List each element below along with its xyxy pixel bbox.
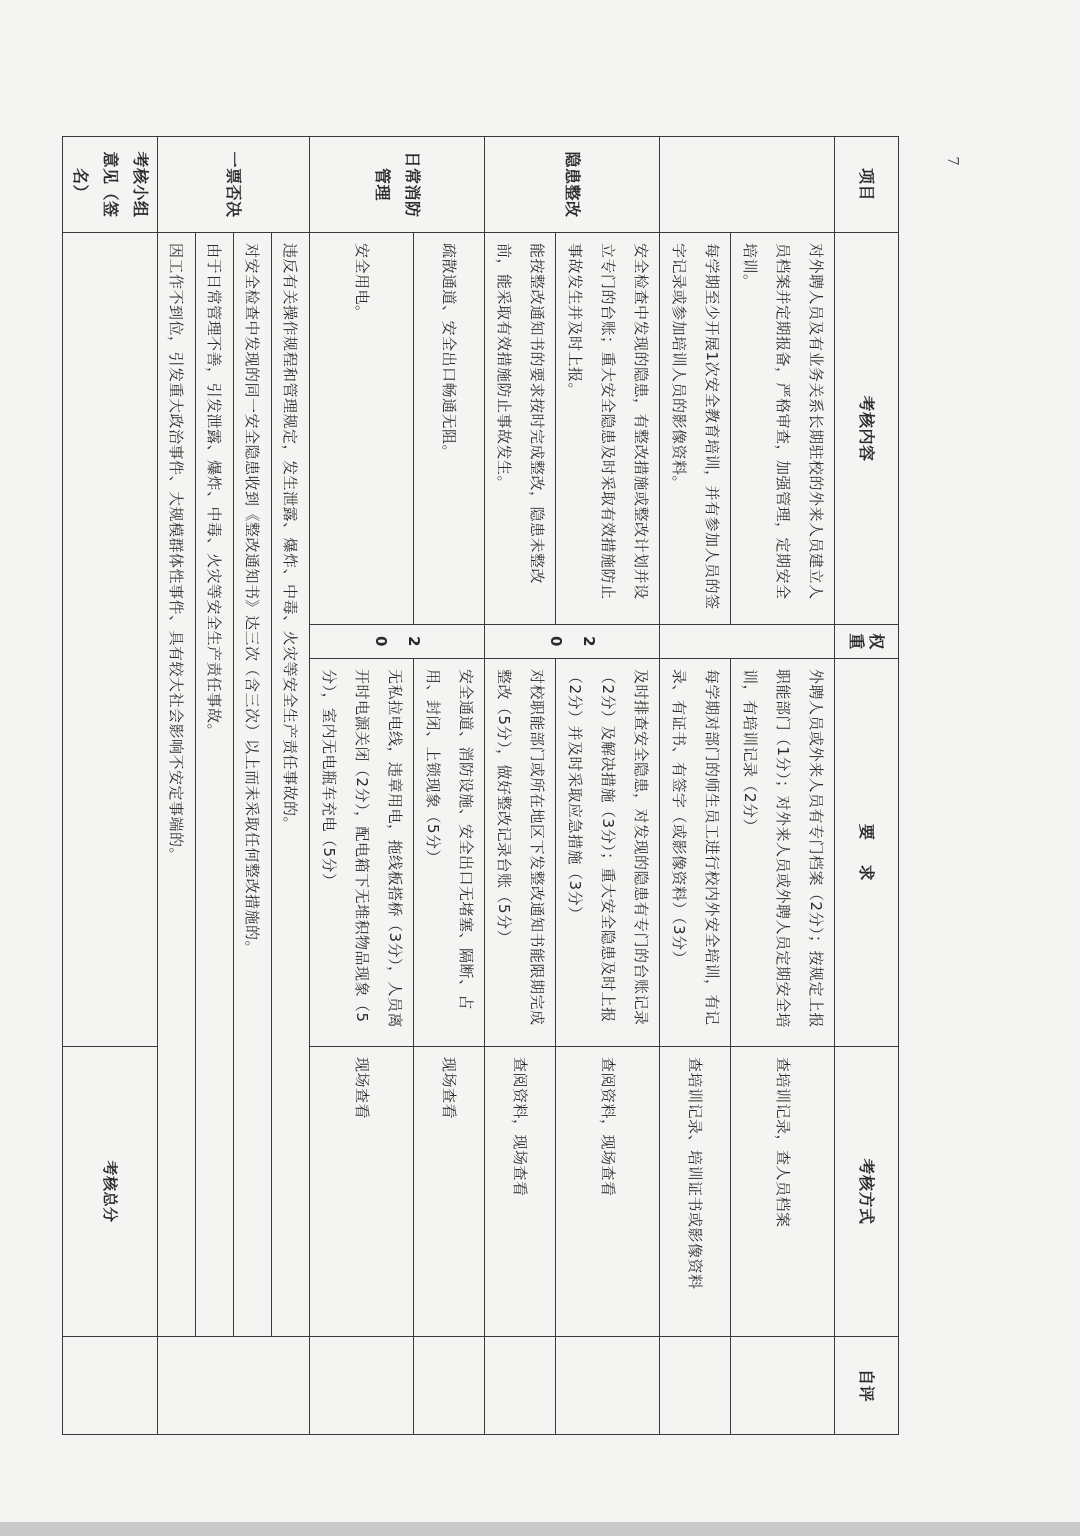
self-eval-cell[interactable] [660,1337,731,1435]
weight-hidden-danger: 20 [485,625,660,659]
content-cell: 安全用电。 [310,233,414,625]
group-opinion-signature[interactable] [63,233,158,1047]
requirement-cell: 对校职能部门或所在地区下发整改通知书能限期完成整改（5分），做好整改记录台账（5分） [485,659,556,1047]
method-cell: 查阅资料，现场查看 [485,1047,556,1337]
requirement-cell: 及时排查安全隐患，对发现的隐患有专门的台账记录（2分）及解决措施（3分）；重大安全隐患及时上报（2分）并及时采取应急措施（3分） [556,659,660,1047]
content-cell: 对外聘人员及有业务关系长期驻校的外来人员建立人员档案并定期报备，严格审查，加强管理，定期安全培训。 [731,233,835,625]
project-fire-management: 日常消防管理 [310,137,485,233]
self-eval-cell[interactable] [485,1337,556,1435]
header-project: 项目 [835,137,899,233]
method-cell: 现场查看 [414,1047,485,1337]
assessment-table [71,136,899,1434]
header-content: 考核内容 [835,233,899,625]
weight-cell-blank [660,625,835,659]
header-requirement: 要 求 [835,659,899,1047]
method-cell: 查培训记录，查人员档案 [731,1047,835,1337]
veto-item: 违反有关操作规程和管理规定，发生泄露、爆炸、中毒、火灾等安全生产责任事故的。 [272,233,310,1337]
veto-item: 由于日常管理不善，引发泄露、爆炸、中毒、火灾等安全生产责任事故。 [196,233,234,1337]
page-number: 7 [943,156,962,166]
veto-item: 因工作不到位，引发重大政治事件、大规模群体性事件、具有较大社会影响不安定事端的。 [158,233,196,1337]
project-cell-blank [660,137,835,233]
veto-item: 对安全检查中发现的同一安全隐患收到《整改通知书》达三次（含三次）以上而未采取任何整改措施的。 [234,233,272,1337]
scan-edge [0,1522,1080,1536]
content-cell: 疏散通道、安全出口畅通无阻。 [414,233,485,625]
requirement-cell: 安全通道、消防设施、安全出口无堵塞、隔断、占用、封闭、上锁现象（5分） [414,659,485,1047]
project-hidden-danger: 隐患整改 [485,137,660,233]
content-cell: 每学期至少开展1次安全教育培训，并有参加人员的签字记录或参加培训人员的影像资料。 [660,233,731,625]
header-weight: 权重 [835,625,899,659]
total-score-label: 考核总分 [63,1047,158,1337]
self-eval-cell[interactable] [731,1337,835,1435]
self-eval-cell[interactable] [414,1337,485,1435]
requirement-cell: 无私拉电线，违章用电，拖线板搭桥（3分），人员离开时电源关闭（2分），配电箱下无堆积物品现象（5分），室内无电瓶车充电（5分） [310,659,414,1047]
content-cell: 能按整改通知书的要求按时完成整改，隐患未整改前，能采取有效措施防止事故发生。 [485,233,556,625]
requirement-cell: 每学期对部门的师生员工进行校内外安全培训，有记录、有证书、有签字（或影像资料）（3分） [660,659,731,1047]
method-cell: 查阅资料，现场查看 [556,1047,660,1337]
method-cell: 现场查看 [310,1047,414,1337]
group-opinion-label: 考核小组意见（签名） [63,137,158,233]
veto-label: 一票否决 [158,137,310,233]
self-eval-cell[interactable] [556,1337,660,1435]
self-eval-cell[interactable] [310,1337,414,1435]
veto-self-eval[interactable] [158,1337,310,1435]
total-score-value[interactable] [63,1337,158,1435]
requirement-cell: 外聘人员或外来人员有专门档案（2分）；按规定上报职能部门（1分）；对外来人员或外聘人员定期安全培训，有培训记录（2分） [731,659,835,1047]
header-self-eval: 自评 [835,1337,899,1435]
header-method: 考核方式 [835,1047,899,1337]
weight-fire-management: 20 [310,625,485,659]
method-cell: 查培训记录、培训证书或影像资料 [660,1047,731,1337]
content-cell: 安全检查中发现的隐患，有整改措施或整改计划并设立专门的台账；重大安全隐患及时采取有效措施防止事故发生并及时上报。 [556,233,660,625]
